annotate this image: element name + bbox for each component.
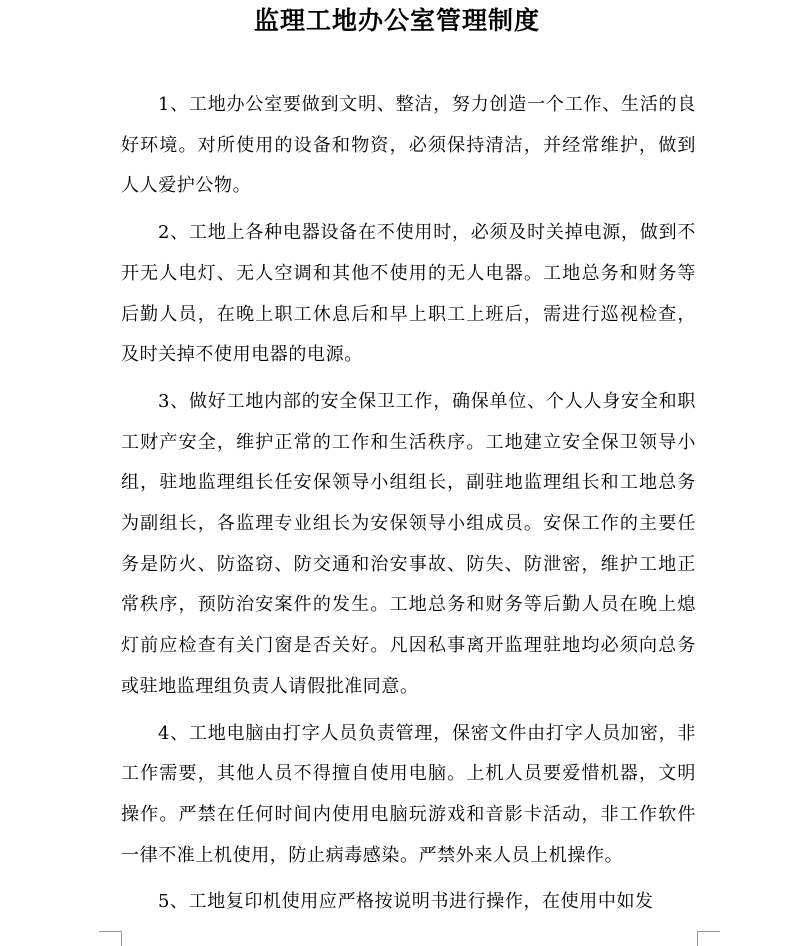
paragraph-2: 2、工地上各种电器设备在不使用时，必须及时关掉电源，做到不开无人电灯、无人空调和其他不使用的无人电器。工地总务和财务等后勤人员，在晚上职工休息后和早上职工上班后，需进行巡视检查，及时关掉不使用电器的电源。 [121,222,696,366]
paragraph-1: 1、工地办公室要做到文明、整洁，努力创造一个工作、生活的良好环境。对所使用的设备和物资，必须保持清洁，并经常维护，做到人人爱护公物。 [121,94,696,197]
paragraph-5: 5、工地复印机使用应严格按说明书进行操作，在使用中如发 [158,891,654,913]
document-title: 监理工地办公室管理制度 [253,6,540,35]
page-corner-mark-right [697,931,720,946]
page-corner-mark-left [99,931,122,946]
paragraph-4: 4、工地电脑由打字人员负责管理，保密文件由打字人员加密，非工作需要，其他人员不得擅自使用电脑。上机人员要爱惜机器，文明操作。严禁在任何时间内使用电脑玩游戏和音影卡活动，非工作软件一律不准上机使用，防止病毒感染。严禁外来人员上机操作。 [121,722,696,866]
document-body [121,85,696,929]
paragraph-3: 3、做好工地内部的安全保卫工作，确保单位、个人人身安全和职工财产安全，维护正常的工作和生活秩序。工地建立安全保卫领导小组，驻地监理组长任安保领导小组组长，副驻地监理组长和工地总务为副组长，各监理专业组长为安保领导小组成员。安保工作的主要任务是防火、防盗窃、防交通和治安事故、防失、防泄密，维护工地正常秩序，预防治安案件的发生。工地总务和财务等后勤人员在晚上熄灯前应检查有关门窗是否关好。凡因私事离开监理驻地均必须向总务或驻地监理组负责人请假批准同意。 [121,390,696,697]
